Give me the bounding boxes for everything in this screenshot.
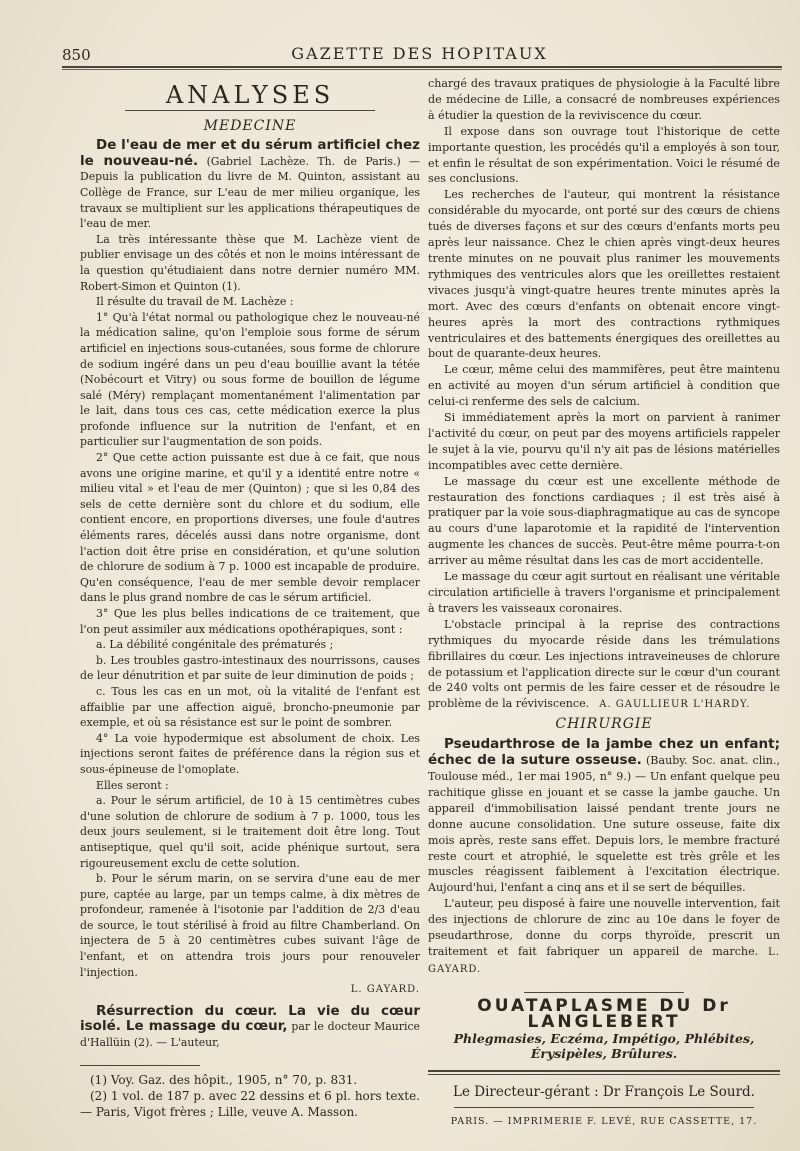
- article2-para-7: [428, 617, 780, 713]
- header-rule-thin: [62, 69, 782, 70]
- footnotes: [80, 1072, 420, 1120]
- section-title: ANALYSES: [165, 81, 335, 109]
- article1-para-12: b. Pour le sérum marin, on se servira d'une eau de mer pure, captée au large, par un temps calme, à dix mètres de profondeur, ramenée à l'isotonie par l'addition de 2/3 d'eau de source, le tout stérilisé à froid au filtre Chamberland. On injectera de 5 à 20 centimètres cubes suivant l'âge de l'enfant, et on attendra trois jours pour renouveler l'injection.: [80, 872, 420, 979]
- article2-signature: A. GAULLIEUR L'HARDY.: [599, 699, 751, 711]
- article1-para-0: (Gabriel Lachèze. Th. de Paris.) — Depuis la publication du livre de M. Quinton, assistant au Collège de France, sur L'eau de mer milieu organique, les travaux se multiplient sur les applications thérapeutiques de l'eau de mer.: [80, 154, 421, 231]
- article2-lead: [80, 1004, 420, 1051]
- article2-title: Résurrection du cœur. La vie du cœur isolé. Le massage du cœur,: [80, 1002, 420, 1035]
- right-column: [428, 76, 780, 1130]
- page-header: [62, 40, 777, 66]
- printer-line: PARIS. — IMPRIMERIE F. LEVÉ, RUE CASSETTE, 17.: [450, 1116, 758, 1128]
- rubric-medecine: MEDECINE: [203, 117, 297, 134]
- article3-signature: L. GAYARD.: [428, 946, 780, 975]
- header-rule: [62, 66, 782, 68]
- rubric-chirurgie: CHIRURGIE: [555, 716, 653, 733]
- article1-para-10: Elles seront :: [96, 778, 169, 792]
- article2-para-4: Si immédiatement après la mort on parvient à ranimer l'activité du cœur, on peut par des moyens artificiels rappeler le sujet à la vie, pourvu qu'il n'y ait pas de lésions matérielles incompatibles avec cette dernière.: [428, 411, 780, 472]
- advert-rule: [524, 992, 684, 993]
- footnote-1: (1) Voy. Gaz. des hôpit., 1905, n° 70, p. 831.: [90, 1072, 358, 1087]
- page-number: 850: [62, 46, 91, 64]
- article3-para-1: [428, 896, 780, 978]
- article2-para-0: chargé des travaux pratiques de physiologie à la Faculté libre de médecine de Lille, a consacré de nombreuses expériences à étudier la question de la reviviscence du cœur.: [428, 77, 780, 122]
- article1-lead: [80, 138, 420, 232]
- article2-para-3: Le cœur, même celui des mammifères, peut être maintenu en activité au moyen d'un sérum artificiel à condition que celui-ci renferme des sels de calcium.: [428, 363, 780, 409]
- article2-para-5: Le massage du cœur est une excellente méthode de restauration des fonctions cardiaques ; il est très aisé à pratiquer par la voie sous-diaphragmatique au cas de syncope au cours d'une laparotomie et la rapidité de l'intervention augmente les chances de succès. Peut-être même pourra-t-on arriver au même résultat dans les cas de mort accidentelle.: [428, 474, 780, 568]
- article2-para-1: Il expose dans son ouvrage tout l'historique de cette importante question, les procédés qu'il a employés à son tour, et enfin le résultat de son expérimentation. Voici le résumé de ses conclusions.: [428, 124, 780, 186]
- article1-signature: L. GAYARD.: [350, 984, 420, 996]
- article2-intro: par le docteur Maurice d'Hallüin (2). — L'auteur,: [80, 1020, 421, 1050]
- article1-para-2: Il résulte du travail de M. Lachèze :: [96, 295, 294, 309]
- article1-para-3: 1° Qu'à l'état normal ou pathologique chez le nouveau-né la médication saline, qu'on l'emploie sous forme de sérum artificiel en injections sous-cutanées, sous forme de chlorure de sodium ingéré dans un peu d'eau bouillie avant la tétée (Nobécourt et Vitry) ou sous forme de bouillon de légume salé (Méry) remplaçant momentanément l'alimentation par le lait, dans tous ces cas, cette médication exerce la plus profonde influence sur la nutrition de l'enfant, et en particulier sur l'augmentation de son poids.: [80, 310, 420, 449]
- article1-para-7: b. Les troubles gastro-intestinaux des nourrissons, causes de leur dénutrition et par suite de leur diminution de poids ;: [80, 653, 420, 683]
- article2-para-2: Les recherches de l'auteur, qui montrent la résistance considérable du myocarde, ont porté sur des cœurs de chiens tués de diverses façons et sur des cœurs d'enfants morts peu après leur naissance. Chez le chien après vingt-deux heures trente minutes on ne pouvait plus ranimer les mouvements rythmiques des ventricules alors que les oreillettes restaient vivaces jusqu'à vingt-quatre heures trente minutes après la mort. Avec des cœurs d'enfants on obtenait encore vingt-heures après la mort des contractions rythmiques ventriculaires et des battements énergiques des oreillettes au bout de quarante-deux heures.: [428, 188, 780, 361]
- footnote-2: (2) 1 vol. de 187 p. avec 22 dessins et 6 pl. hors texte. — Paris, Vigot frères ; Lille, veuve A. Masson.: [80, 1088, 420, 1119]
- colophon-rule: [454, 1107, 754, 1108]
- article1-para-4: 2° Que cette action puissante est due à ce fait, que nous avons une origine marine, et qu'il y a identité entre notre « milieu vital » et l'eau de mer (Quinton) ; que si les 0,84 des sels de cette dernière sont du chlore et du sodium, elle contient encore, en proportions diverses, une foule d'autres éléments rares, décelés aussi dans notre organisme, dont l'action doit être prise en considération, et qu'une solution de chlorure de sodium à 7 p. 1000 est incapable de produire. Qu'en conséquence, l'eau de mer semble devoir remplacer dans le plus grand nombre de cas le sérum artificiel.: [80, 451, 420, 605]
- running-title: GAZETTE DES HOPITAUX: [291, 44, 548, 63]
- article1-para-8: c. Tous les cas en un mot, où la vitalité de l'enfant est affaiblie par une affection aiguë, broncho-pneumonie par exemple, et où sa résistance est sur le point de sombrer.: [80, 684, 420, 730]
- article3-title: Pseudarthrose de la jambe chez un enfant; échec de la suture osseuse.: [428, 736, 780, 769]
- article1-para-9: 4° La voie hypodermique est absolument de choix. Les injections seront faites de préférence dans la région sus et sous-épineuse de l'omoplate.: [80, 731, 420, 776]
- advert-subtitle: Phlegmasies, Eczéma, Impétigo, Phlébites, Érysipèles, Brûlures.: [453, 1030, 755, 1062]
- advert-title: OUATAPLASME DU Dr LANGLEBERT: [477, 995, 731, 1032]
- section-title-rule: [125, 110, 375, 111]
- article3-lead: [428, 737, 780, 896]
- article2-para-6: Le massage du cœur agit surtout en réalisant une véritable circulation artificielle à travers l'organisme et principalement à travers les vaisseaux coronaires.: [428, 570, 780, 615]
- article1-title: De l'eau de mer et du sérum artificiel chez le nouveau-né.: [80, 137, 420, 169]
- director-line: Le Directeur-gérant : Dr François Le Sourd.: [453, 1084, 755, 1101]
- advert-double-rule: [428, 1070, 780, 1075]
- article3-para-0: (Bauby. Soc. anat. clin., Toulouse méd., 1er mai 1905, n° 9.) — Un enfant quelque peu rachitique glisse en jouant et se casse la jambe gauche. Un appareil d'immobilisation laissé pendant trente jours ne donne aucune consolidation. Une suture osseuse, faite dix mois après, reste sans effet. Depuis lors, le membre fracturé reste court et atrophié, le squelette est très grêle et les muscles réagissent faiblement à l'excitation électrique. Aujourd'hui, l'enfant a cinq ans et il se sert de béquilles.: [428, 754, 781, 895]
- article1-para-11: a. Pour le sérum artificiel, de 10 à 15 centimètres cubes d'une solution de chlorure de sodium à 7 p. 1000, tous les deux jours seulement, si le traitement doit être long. Tout antiseptique, quel qu'il soit, acide phénique surtout, sera rigoureusement exclu de cette solution.: [80, 794, 420, 870]
- article1-para-5: 3° Que les plus belles indications de ce traitement, que l'on peut assimiler aux médications opothérapiques, sont :: [80, 607, 420, 636]
- article1-para-6: a. La débilité congénitale des prématurés ;: [96, 638, 334, 652]
- article2-para-7-text: L'obstacle principal à la reprise des contractions rythmiques du myocarde réside dans les trémulations fibrillaires du cœur. Les injections intraveineuses de chlorure de potassium et l'application directe sur le cœur d'un courant de 240 volts ont permis de les faire cesser et de résoudre le problème de la réviviscence.: [428, 617, 780, 711]
- article3-para-1-text: L'auteur, peu disposé à faire une nouvelle intervention, fait des injections de chlorure de zinc au 10e dans le foyer de pseudarthrose, donne du corps thyroïde, prescrit un traitement et fait fabriquer un appareil de marche.: [428, 897, 780, 958]
- footnote-rule: [80, 1065, 200, 1066]
- article1-para-1: La très intéressante thèse que M. Lachèze vient de publier envisage un des côtés et non le moins intéressant de la question qu'étudiaient dans notre dernier numéro MM. Robert-Simon et Quinton (1).: [80, 232, 420, 293]
- left-column: [80, 82, 420, 1120]
